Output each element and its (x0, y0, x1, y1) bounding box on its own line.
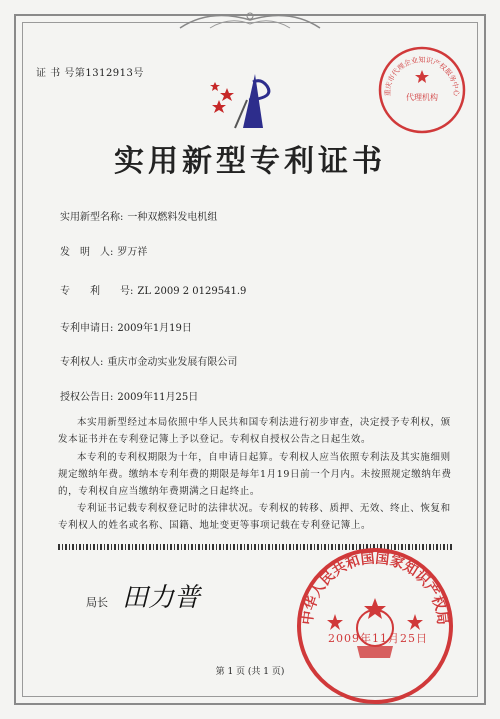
inventor-label: 发 明 人: (60, 247, 114, 258)
grant-date-field (60, 388, 198, 403)
patent-office-logo-icon (205, 70, 285, 130)
inventor-value: 罗万祥 (117, 247, 148, 258)
seal-big-text: 中华人民共和国国家知识产权局 (299, 550, 451, 626)
inventor-field (60, 243, 147, 258)
certificate-number: 证 书 号第1312913号 (36, 68, 144, 79)
seal-small-middle: 代理机构 (406, 93, 438, 102)
owner-value: 重庆市金动实业发展有限公司 (107, 357, 238, 368)
paragraph-register: 专利证书记载专利权登记时的法律状况。专利权的转移、质押、无效、终止、恢复和专利权人的姓名或名称、国籍、地址变更等事项记载在专利登记簿上。 (58, 503, 451, 531)
filing-label: 专利申请日: (60, 323, 114, 334)
patent-number-field (60, 282, 246, 297)
official-seal (290, 536, 460, 706)
name-value: 一种双燃料发电机组 (127, 212, 218, 223)
seal-small-text: 重庆市代理企业知识产权服务中心 (383, 56, 461, 97)
filing-date-field (60, 319, 192, 334)
utility-model-name (60, 208, 217, 223)
owner-label: 专利权人: (60, 357, 104, 368)
director-label: 局长 (86, 596, 108, 609)
paragraph-grant: 本实用新型经过本局依照中华人民共和国专利法进行初步审查，决定授予专利权，颁发本证书并在专利登记簿上予以登记。专利权自授权公告之日起生效。 (58, 417, 451, 445)
director-signature (118, 576, 228, 616)
agency-seal (376, 44, 468, 136)
patentee-field (60, 353, 237, 368)
grant-label: 授权公告日: (60, 392, 114, 403)
top-ornament-icon (170, 6, 330, 34)
filing-value: 2009年1月19日 (117, 323, 192, 334)
paragraph-term: 本专利的专利权期限为十年，自申请日起算。专利权人应当依照专利法及其实施细则规定缴纳年费。缴纳本专利年费的期限是每年1月19日前一个月内。未按照规定缴纳年费的，专利权自应当缴纳年费期满之日起终止。 (58, 452, 452, 497)
seal-date: 2009年11月25日 (328, 632, 428, 645)
grant-value: 2009年11月25日 (117, 392, 199, 403)
patent-label: 专 利 号: (60, 286, 134, 297)
signature-text: 田力普 (122, 583, 201, 613)
page-number: 第 1 页 (共 1 页) (215, 667, 285, 677)
name-label: 实用新型名称: (60, 212, 124, 223)
patent-value: ZL 2009 2 0129541.9 (137, 286, 247, 297)
page-title: 实用新型专利证书 (114, 144, 386, 179)
